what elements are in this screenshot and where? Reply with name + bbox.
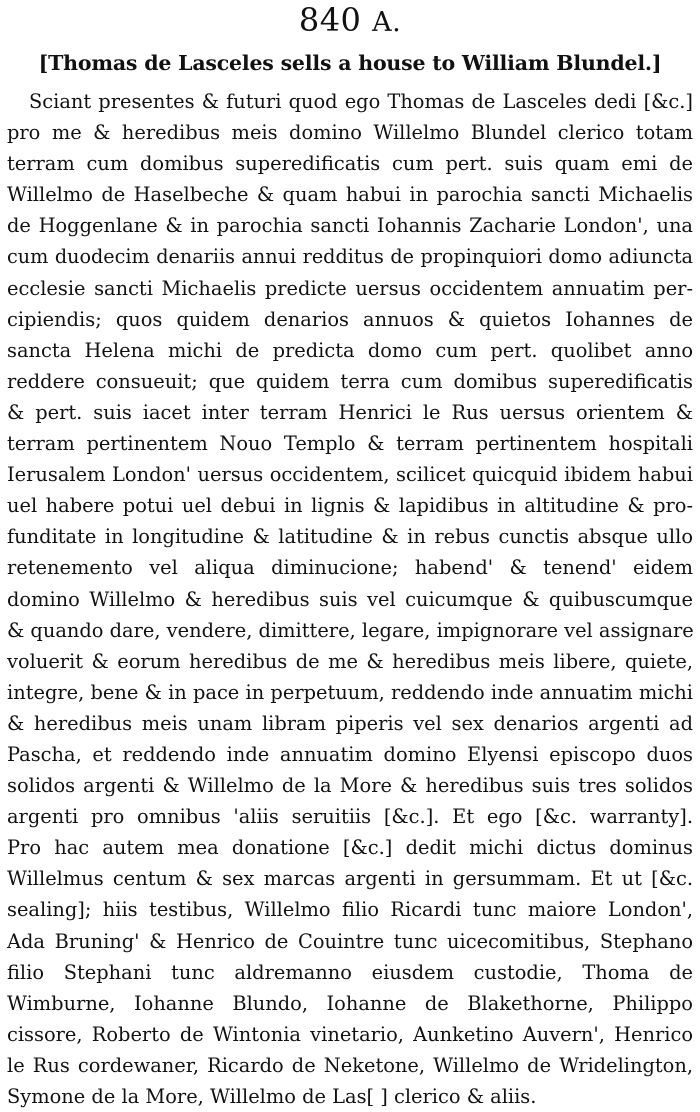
text-line: voluerit & eorum heredibus de me & heredibus meis libere, quiete,	[7, 649, 693, 673]
document-body	[7, 86, 693, 1112]
text-line: sealing]; hiis testibus, Willelmo filio Ricardi tunc maiore London',	[7, 898, 693, 922]
text-line: & pert. suis iacet inter terram Henrici le Rus uersus orientem &	[7, 400, 693, 424]
text-line: sancta Helena michi de predicta domo cum pert. quolibet anno	[7, 338, 693, 362]
text-line: ecclesie sancti Michaelis predicte uersus occidentem annuatim per-	[7, 276, 693, 300]
text-line: Symone de la More, Willelmo de Las[ ] clerico & aliis.	[7, 1085, 537, 1108]
text-line: Ierusalem London' uersus occidentem, scilicet quicquid ibidem habui	[7, 463, 693, 487]
text-line: Willelmus centum & sex marcas argenti in gersummam. Et ut [&c.	[7, 867, 693, 891]
text-line: domino Willelmo & heredibus suis vel cuicumque & quibuscumque	[7, 587, 693, 611]
text-line: & heredibus meis unam libram piperis vel sex denarios argenti ad	[7, 711, 693, 735]
document-number	[0, 0, 700, 43]
text-line: Willelmo de Haselbeche & quam habui in parochia sancti Michaelis	[7, 183, 693, 207]
text-line: terram pertinentem Nouo Templo & terram pertinentem hospitali	[7, 432, 693, 456]
text-line: pro me & heredibus meis domino Willelmo Blundel clerico totam	[7, 121, 693, 145]
document-number-suffix: A.	[372, 7, 402, 38]
document-title: [Thomas de Lasceles sells a house to William Blundel.]	[38, 51, 662, 75]
text-line: integre, bene & in pace in perpetuum, reddendo inde annuatim michi	[7, 680, 693, 704]
text-line: cum duodecim denariis annui redditus de propinquiori domo adiuncta	[7, 245, 693, 269]
text-line: le Rus cordewaner, Ricardo de Neketone, Willelmo de Wridelington,	[7, 1053, 693, 1077]
text-line: terram cum domibus superedificatis cum pert. suis quam emi de	[7, 152, 693, 176]
text-line: Pascha, et reddendo inde annuatim domino Elyensi episcopo duos	[7, 742, 693, 766]
text-line: uel habere potui uel debui in lignis & lapidibus in altitudine & pro-	[7, 494, 693, 518]
text-line: reddere consueuit; que quidem terra cum domibus superedificatis	[7, 369, 693, 393]
text-line: de Hoggenlane & in parochia sancti Iohannis Zacharie London', una	[7, 214, 693, 238]
text-line: cipiendis; quos quidem denarios annuos & quietos Iohannes de	[7, 307, 693, 331]
text-line: filio Stephani tunc aldremanno eiusdem custodie, Thoma de	[7, 960, 693, 984]
document-number-value: 840	[298, 1, 362, 39]
text-line: Ada Bruning' & Henrico de Couintre tunc uicecomitibus, Stephano	[7, 929, 693, 953]
text-line: funditate in longitudine & latitudine & in rebus cunctis absque ullo	[7, 525, 693, 549]
text-line: Wimburne, Iohanne Blundo, Iohanne de Blakethorne, Philippo	[7, 991, 693, 1015]
text-line: Sciant presentes & futuri quod ego Thomas de Lasceles dedi [&c.]	[29, 90, 693, 113]
text-line: Pro hac autem mea donatione [&c.] dedit michi dictus dominus	[7, 836, 693, 860]
text-line: solidos argenti & Willelmo de la More & heredibus suis tres solidos	[7, 774, 693, 798]
text-line: cissore, Roberto de Wintonia vinetario, Aunketino Auvern', Henrico	[7, 1022, 693, 1046]
text-line: argenti pro omnibus 'aliis seruitiis [&c.]. Et ego [&c. warranty].	[7, 805, 693, 829]
text-line: & quando dare, vendere, dimittere, legare, impignorare vel assignare	[7, 618, 694, 642]
text-line: retenemento vel aliqua diminucione; habend' & tenend' eidem	[7, 556, 693, 580]
